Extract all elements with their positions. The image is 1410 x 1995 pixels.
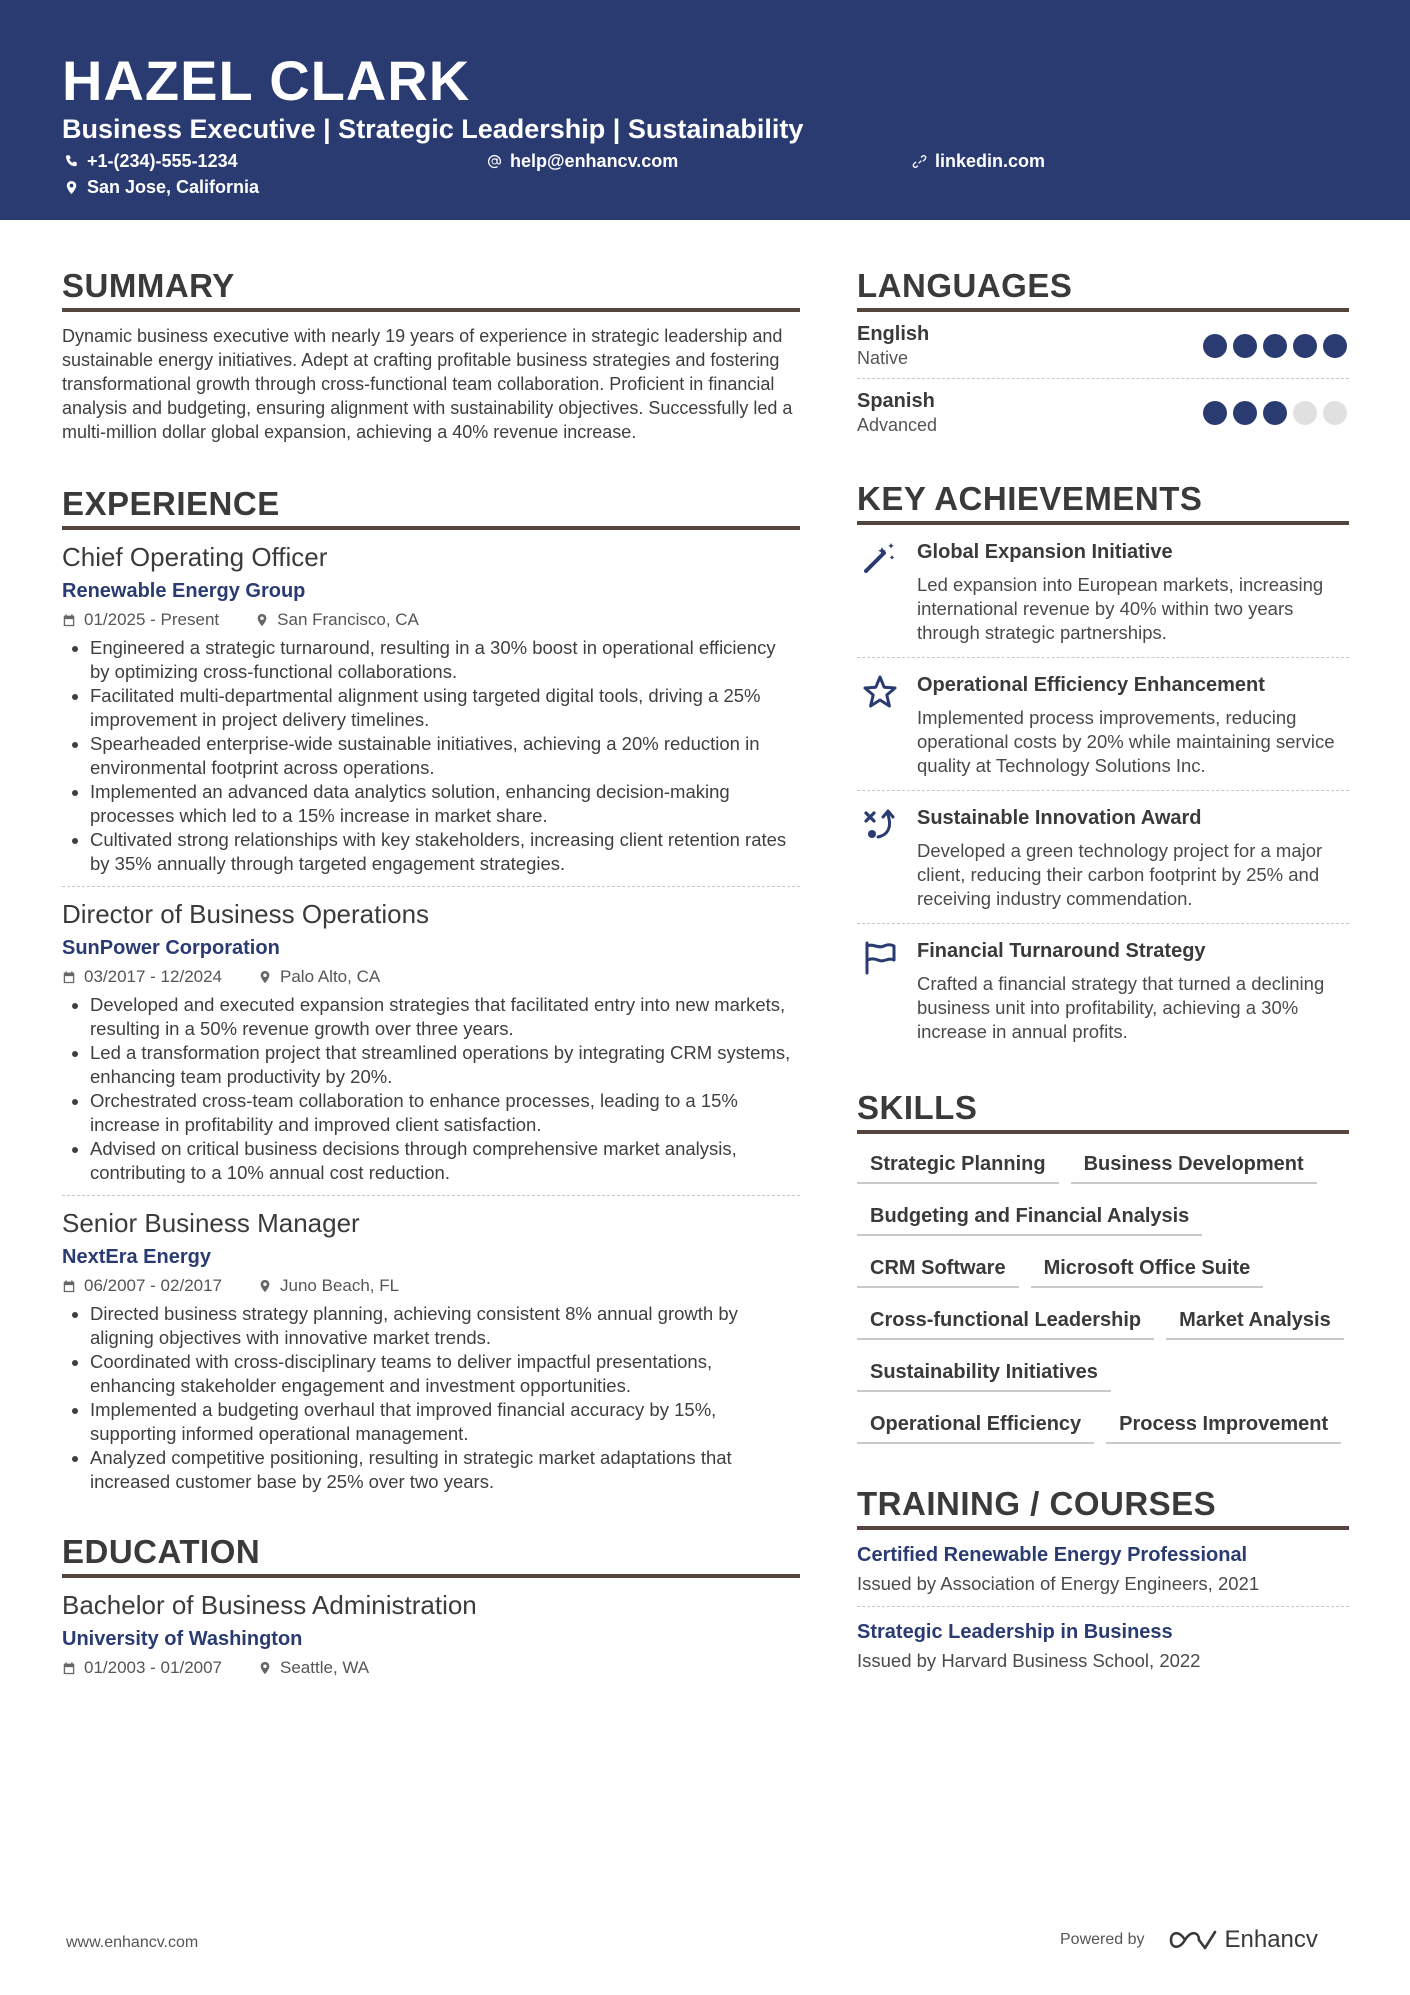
rating-dot: [1323, 334, 1347, 358]
achievement-item: [857, 791, 1349, 924]
location-pin-icon: [255, 613, 269, 627]
course-item: [857, 1607, 1349, 1683]
job-bullet: • Implemented a budgeting overhaul that improved financial accuracy by 15%, supporting informed operational management.: [90, 1398, 800, 1446]
achievement-title: Financial Turnaround Strategy: [917, 940, 1206, 962]
language-level: Native: [857, 348, 909, 368]
rating-dot: [1203, 401, 1227, 425]
skills-list: [857, 1152, 1349, 1444]
achievements-title: KEY ACHIEVEMENTS: [857, 479, 1349, 525]
experience-section: [62, 484, 800, 1504]
rating-dot: [1323, 401, 1347, 425]
language-name: English: [857, 323, 930, 345]
course-item: [857, 1530, 1349, 1607]
phone-text: +1-(234)-555-1234: [87, 151, 238, 171]
contact-linkedin[interactable]: [912, 150, 1045, 172]
rating-dot: [1263, 334, 1287, 358]
course-issuer: Issued by Harvard Business School, 2022: [857, 1650, 1201, 1671]
location-pin-icon: [258, 1279, 272, 1293]
language-rating: [1203, 334, 1347, 358]
rating-dot: [1233, 334, 1257, 358]
enhancv-wordmark: Enhancv: [1224, 1926, 1318, 1953]
skill-tag: Microsoft Office Suite: [1031, 1256, 1264, 1288]
job-dates: 03/2017 - 12/2024: [84, 967, 223, 986]
job-bullet: • Advised on critical business decisions through comprehensive market analysis, contributing to a 10% annual cost reduction.: [90, 1137, 800, 1185]
job-location: Juno Beach, FL: [280, 1276, 400, 1295]
right-column: [857, 266, 1349, 1683]
powered-by-label: Powered by: [1060, 1931, 1145, 1948]
job-bullets: [62, 636, 800, 876]
magic-wand-icon: [862, 541, 898, 577]
achievements-section: [857, 479, 1349, 1056]
skill-tag: Strategic Planning: [857, 1152, 1059, 1184]
contact-location: [64, 176, 259, 198]
link-icon: [912, 154, 927, 169]
job-bullet: • Led a transformation project that streamlined operations by integrating CRM systems, enhancing team productivity by 20%.: [90, 1041, 800, 1089]
job-bullet: • Facilitated multi-departmental alignment using targeted digital tools, driving a 25% improvement in project delivery timelines.: [90, 684, 800, 732]
candidate-name: HAZEL CLARK: [62, 49, 471, 112]
job-bullet: • Directed business strategy planning, achieving consistent 8% annual growth by aligning objectives with innovative market trends.: [90, 1302, 800, 1350]
job-bullet: • Coordinated with cross-disciplinary teams to deliver impactful presentations, enhancing stakeholder engagement and investment opportunities.: [90, 1350, 800, 1398]
language-name: Spanish: [857, 390, 935, 412]
achievement-desc: Developed a green technology project for a major client, reducing their carbon footprint by 25% and receiving industry commendation.: [917, 840, 1323, 909]
education-dates: 01/2003 - 01/2007: [84, 1658, 223, 1677]
degree-title: Bachelor of Business Administration: [62, 1590, 477, 1620]
achievement-item: [857, 924, 1349, 1056]
job-location: San Francisco, CA: [277, 610, 419, 629]
experience-title: EXPERIENCE: [62, 484, 800, 530]
left-column: [62, 266, 800, 1680]
calendar-icon: [62, 970, 76, 984]
job-meta: [62, 1274, 800, 1298]
job-bullet: • Orchestrated cross-team collaboration to enhance processes, leading to a 15% increase in profitability and improved client satisfaction.: [90, 1089, 800, 1137]
course-title: Strategic Leadership in Business: [857, 1621, 1173, 1643]
skill-tag: Budgeting and Financial Analysis: [857, 1204, 1202, 1236]
company-name: NextEra Energy: [62, 1246, 211, 1268]
summary-title: SUMMARY: [62, 266, 800, 312]
training-section: [857, 1484, 1349, 1683]
enhancv-logo-icon: [1169, 1928, 1217, 1952]
company-name: SunPower Corporation: [62, 937, 280, 959]
summary-section: [62, 266, 800, 444]
language-level: Advanced: [857, 415, 938, 435]
strategy-icon: [862, 807, 898, 843]
rating-dot: [1203, 334, 1227, 358]
skill-tag: Operational Efficiency: [857, 1412, 1094, 1444]
education-section: [62, 1532, 800, 1680]
job-bullet: • Engineered a strategic turnaround, resulting in a 30% boost in operational efficiency by optimizing cross-functional collaborations.: [90, 636, 800, 684]
location-pin-icon: [258, 1661, 272, 1675]
job-meta: [62, 965, 800, 989]
achievement-item: [857, 658, 1349, 791]
skill-tag: Process Improvement: [1106, 1412, 1341, 1444]
achievement-desc: Crafted a financial strategy that turned a declining business unit into profitability, achieving a 30% increase in annual profits.: [917, 973, 1325, 1042]
job-bullet: • Developed and executed expansion strategies that facilitated entry into new markets, resulting in a 50% revenue growth over three years.: [90, 993, 800, 1041]
linkedin-text[interactable]: linkedin.com: [935, 151, 1046, 171]
location-text: San Jose, California: [87, 177, 260, 197]
course-issuer: Issued by Association of Energy Engineers, 2021: [857, 1573, 1260, 1594]
job-entry: [62, 540, 800, 887]
language-item: [857, 312, 1349, 379]
enhancv-logo[interactable]: [1169, 1926, 1318, 1954]
achievement-title: Sustainable Innovation Award: [917, 807, 1202, 829]
skills-section: [857, 1088, 1349, 1444]
course-title: Certified Renewable Energy Professional: [857, 1544, 1248, 1566]
languages-section: [857, 266, 1349, 445]
location-pin-icon: [258, 970, 272, 984]
job-dates: 01/2025 - Present: [84, 610, 220, 629]
phone-icon: [64, 154, 79, 169]
skill-tag: Business Development: [1071, 1152, 1317, 1184]
job-location: Palo Alto, CA: [280, 967, 381, 986]
location-pin-icon: [64, 180, 79, 195]
skill-tag: Sustainability Initiatives: [857, 1360, 1111, 1392]
rating-dot: [1233, 401, 1257, 425]
footer-website[interactable]: www.enhancv.com: [66, 1934, 199, 1951]
achievement-desc: Implemented process improvements, reducing operational costs by 20% while maintaining service quality at Technology Solutions Inc.: [917, 707, 1335, 776]
job-dates: 06/2007 - 02/2017: [84, 1276, 223, 1295]
job-bullets: [62, 993, 800, 1185]
calendar-icon: [62, 1279, 76, 1293]
contact-phone: [64, 150, 238, 172]
education-title: EDUCATION: [62, 1532, 800, 1578]
achievement-title: Global Expansion Initiative: [917, 541, 1173, 563]
contact-email[interactable]: [487, 150, 678, 172]
achievement-desc: Led expansion into European markets, increasing international revenue by 40% within two years through strategic partnerships.: [917, 574, 1324, 643]
rating-dot: [1293, 334, 1317, 358]
rating-dot: [1263, 401, 1287, 425]
education-location: Seattle, WA: [280, 1658, 370, 1677]
languages-title: LANGUAGES: [857, 266, 1349, 312]
job-bullet: • Analyzed competitive positioning, resulting in strategic market adaptations that increased customer base by 25% over two years.: [90, 1446, 800, 1494]
skill-tag: Cross-functional Leadership: [857, 1308, 1154, 1340]
job-bullets: [62, 1302, 800, 1494]
achievement-title: Operational Efficiency Enhancement: [917, 674, 1265, 696]
language-rating: [1203, 401, 1347, 425]
job-bullet: • Cultivated strong relationships with key stakeholders, increasing client retention rates by 35% annually through targeted engagement strategies.: [90, 828, 800, 876]
skills-title: SKILLS: [857, 1088, 1349, 1134]
candidate-headline: Business Executive | Strategic Leadership | Sustainability: [62, 114, 804, 144]
job-entry: [62, 1206, 800, 1504]
flag-icon: [862, 940, 898, 976]
email-text[interactable]: help@enhancv.com: [510, 151, 679, 171]
at-sign-icon: [487, 154, 502, 169]
calendar-icon: [62, 613, 76, 627]
language-item: [857, 379, 1349, 445]
job-title: Director of Business Operations: [62, 899, 430, 929]
achievement-item: [857, 525, 1349, 658]
job-meta: [62, 608, 800, 632]
summary-text: Dynamic business executive with nearly 19 years of experience in strategic leadership and sustainable energy initiatives. Adept at crafting profitable business strategies and fostering transformational growth through cross-functional team collaboration. Proficient in financial analysis and budgeting, ensuring alignment with sustainability objectives. Successfully led a multi-million dollar global expansion, achieving a 40% revenue increase.: [62, 326, 793, 442]
rating-dot: [1293, 401, 1317, 425]
skill-tag: Market Analysis: [1166, 1308, 1344, 1340]
job-bullet: • Spearheaded enterprise-wide sustainable initiatives, achieving a 20% reduction in environmental footprint across operations.: [90, 732, 800, 780]
company-name: Renewable Energy Group: [62, 580, 306, 602]
calendar-icon: [62, 1661, 76, 1675]
training-title: TRAINING / COURSES: [857, 1484, 1349, 1530]
job-entry: [62, 897, 800, 1196]
footer-branding: [1060, 1926, 1318, 1954]
resume-header: [0, 0, 1410, 220]
job-bullet: • Implemented an advanced data analytics solution, enhancing decision-making processes which led to a 15% increase in market share.: [90, 780, 800, 828]
star-icon: [862, 674, 898, 710]
school-name: University of Washington: [62, 1628, 303, 1650]
education-meta: [62, 1656, 800, 1680]
job-title: Senior Business Manager: [62, 1208, 360, 1238]
skill-tag: CRM Software: [857, 1256, 1019, 1288]
job-title: Chief Operating Officer: [62, 542, 328, 572]
